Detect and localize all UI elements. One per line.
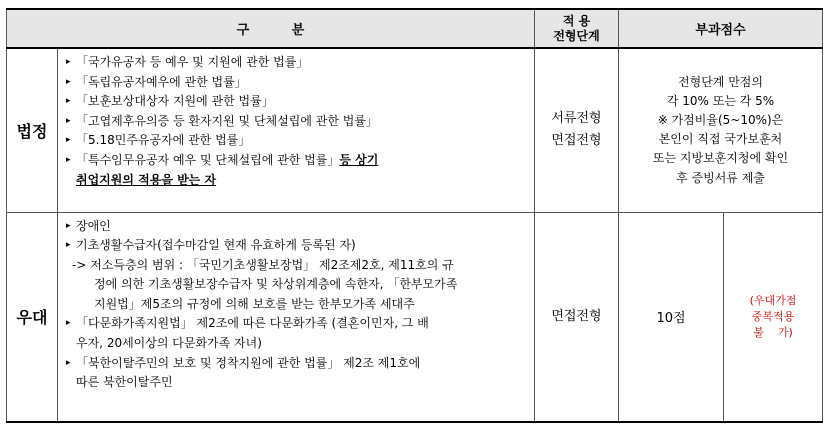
bullet-arrow-icon: ▸: [66, 154, 71, 165]
list-item-continued: 우자, 20세이상의 다문화가족 자녀): [76, 336, 262, 351]
list-item: ▸ 「보훈보상대상자 지원에 관한 법률」: [66, 92, 528, 112]
list-item: ▸ 「5.18민주유공자에 관한 법률」: [66, 131, 528, 151]
bullet-arrow-icon: ▸: [66, 220, 71, 231]
list-item: ▸ 「다문화가족지원법」 제2조에 따른 다문화가족 (결혼이민자, 그 배: [66, 314, 528, 334]
legal-row: [7, 48, 823, 212]
legal-score: 전형단계 만점의 각 10% 또는 각 5% ※ 가점비율(5~10%)은 본인이 직접 국가보훈처 또는 지방보훈지청에 확인 후 증빙서류 제출: [619, 48, 823, 212]
list-item: ▸ 「독립유공자예우에 관한 법률」: [66, 73, 528, 93]
bullet-arrow-icon: ▸: [66, 115, 71, 126]
bullet-arrow-icon: ▸: [66, 76, 71, 87]
list-item-continued: 따른 북한이탈주민: [76, 375, 173, 390]
pref-items: [58, 212, 535, 422]
header-stage-line2: 전형단계: [553, 28, 600, 43]
emphasis-text: 취업지원의 적용을 받는 자: [76, 172, 217, 187]
sub-item-continued: 지원법」제5조의 규정에 의해 보호를 받는 한부모가족 세대주: [94, 296, 415, 311]
list-item: ▸ 기초생활수급자(접수마감일 현재 유효하게 등록된 자): [66, 236, 528, 256]
pref-label: 우대: [7, 212, 58, 422]
bullet-arrow-icon: ▸: [66, 318, 71, 329]
pref-score: 10점: [619, 212, 724, 422]
legal-label: 법정: [7, 48, 58, 212]
header-category: 구 분: [7, 9, 535, 48]
list-item: ▸ 「특수임무유공자 예우 및 단체설립에 관한 법률」등 상기: [66, 151, 528, 171]
list-item: ▸ 「국가유공자 등 예우 및 지원에 관한 법률」: [66, 53, 528, 73]
header-row: [7, 9, 823, 48]
bullet-arrow-icon: ▸: [66, 240, 71, 251]
bullet-arrow-icon: ▸: [66, 357, 71, 368]
header-score: 부과점수: [619, 9, 823, 48]
header-stage: [535, 9, 619, 48]
header-stage-line1: 적 용: [562, 13, 591, 28]
list-item: ▸ 「북한이탈주민의 보호 및 정착지원에 관한 법률」 제2조 제1호에: [66, 354, 528, 374]
list-item: ▸ 장애인: [66, 217, 528, 237]
pref-stage: 면접전형: [535, 212, 619, 422]
preference-table: [6, 8, 823, 423]
bullet-arrow-icon: ▸: [66, 96, 71, 107]
emphasis-text: 등 상기: [339, 152, 379, 167]
list-item-continued: [66, 171, 528, 191]
sub-item: -> 저소득층의 범위 : 「국민기초생활보장법」 제2조제2호, 제11호의 규: [72, 257, 454, 272]
bullet-arrow-icon: ▸: [66, 57, 71, 67]
list-item: ▸ 「고엽제후유의증 등 환자지원 및 단체설립에 관한 법률」: [66, 112, 528, 132]
legal-stage: 서류전형 면접전형: [535, 48, 619, 212]
legal-items: [58, 48, 535, 212]
pref-row: [7, 212, 823, 422]
bullet-arrow-icon: ▸: [66, 135, 71, 146]
sub-item-continued: 정에 의한 기초생활보장수급자 및 차상위계층에 속한자, 「한부모가족: [94, 277, 458, 292]
pref-note: (우대가점 중복적용 불 가): [724, 212, 823, 422]
